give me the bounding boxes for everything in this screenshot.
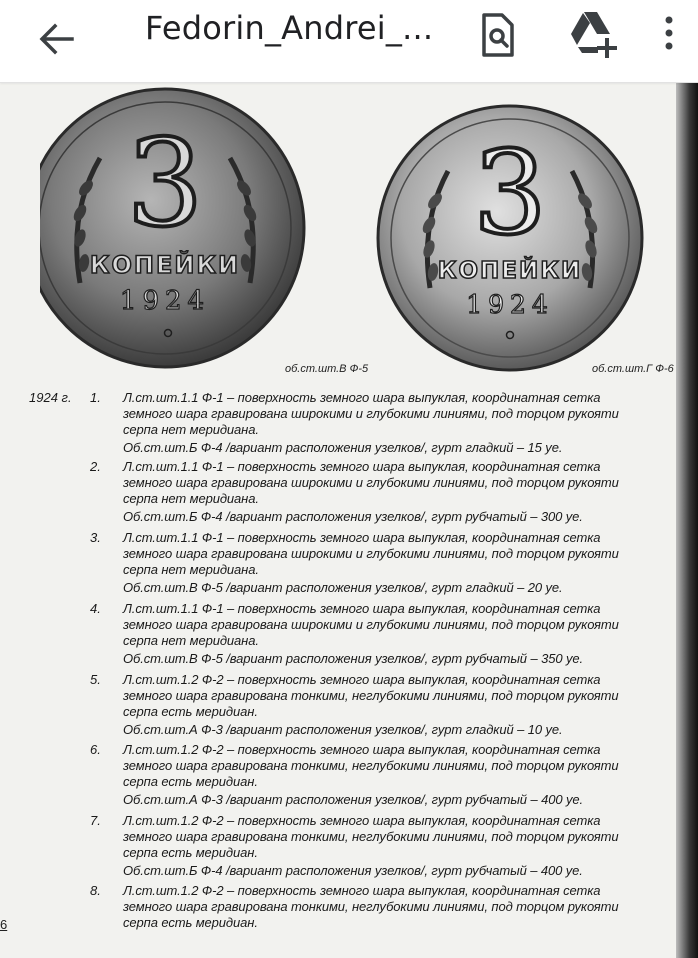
more-vertical-icon bbox=[654, 8, 684, 64]
document-title: Fedorin_Andrei_... bbox=[145, 9, 434, 47]
entry-line: Л.ст.шт.1.1 Ф-1 – поверхность земного шара выпуклая, координатная сетка bbox=[123, 601, 601, 616]
arrow-back-icon bbox=[28, 10, 86, 68]
entry-line: земного шара гравирована широкими и глубокими линиями, под торцом рукояти bbox=[123, 475, 619, 490]
entry-line: Об.ст.шт.В Ф-5 /вариант расположения узелков/, гурт рубчатый – 350 уе. bbox=[123, 651, 584, 666]
add-to-drive-icon bbox=[566, 6, 624, 64]
entry-line: серпа есть меридиан. bbox=[123, 774, 258, 789]
entry-number: 4. bbox=[90, 601, 101, 616]
coin-left-year: 1924 bbox=[119, 286, 211, 316]
entry-line: серпа есть меридиан. bbox=[123, 915, 258, 930]
find-in-page-button[interactable] bbox=[470, 8, 524, 62]
more-options-button[interactable] bbox=[654, 8, 684, 64]
entry-line: серпа нет меридиана. bbox=[123, 422, 259, 437]
entry-line: земного шара гравирована широкими и глубокими линиями, под торцом рукояти bbox=[123, 406, 619, 421]
find-in-page-icon bbox=[470, 8, 524, 62]
coin-left bbox=[40, 89, 304, 367]
entry-line: Об.ст.шт.Б Ф-4 /вариант расположения узелков/, гурт рубчатый – 400 уе. bbox=[123, 863, 583, 878]
entry-line: Л.ст.шт.1.1 Ф-1 – поверхность земного шара выпуклая, координатная сетка bbox=[123, 530, 601, 545]
entry-number: 2. bbox=[90, 459, 101, 474]
entry-line: Л.ст.шт.1.2 Ф-2 – поверхность земного шара выпуклая, координатная сетка bbox=[123, 672, 601, 687]
add-to-drive-button[interactable] bbox=[566, 6, 624, 64]
entry-line: земного шара гравирована тонкими, неглубокими линиями, под торцом рукояти bbox=[123, 829, 619, 844]
entry-line: Л.ст.шт.1.1 Ф-1 – поверхность земного шара выпуклая, координатная сетка bbox=[123, 459, 601, 474]
year-label: 1924 г. bbox=[29, 390, 72, 405]
entry-line: земного шара гравирована широкими и глубокими линиями, под торцом рукояти bbox=[123, 617, 619, 632]
entry-line: Л.ст.шт.1.1 Ф-1 – поверхность земного шара выпуклая, координатная сетка bbox=[123, 390, 601, 405]
coin-left-word: КОПЕЙКИ bbox=[89, 251, 241, 279]
entry-line: Об.ст.шт.В Ф-5 /вариант расположения узелков/, гурт гладкий – 20 уе. bbox=[123, 580, 563, 595]
coin-right-year: 1924 bbox=[466, 290, 554, 319]
entry-line: серпа нет меридиана. bbox=[123, 633, 259, 648]
entry-line: земного шара гравирована тонкими, неглубокими линиями, под торцом рукояти bbox=[123, 688, 619, 703]
back-button[interactable] bbox=[28, 10, 86, 68]
coin-images bbox=[40, 83, 680, 383]
entry-number: 8. bbox=[90, 883, 101, 898]
coin-right-caption: об.ст.шт.Г Ф-6 bbox=[592, 363, 674, 375]
entry-line: Об.ст.шт.А Ф-3 /вариант расположения узелков/, гурт гладкий – 10 уе. bbox=[123, 722, 563, 737]
entry-line: Л.ст.шт.1.2 Ф-2 – поверхность земного шара выпуклая, координатная сетка bbox=[123, 742, 601, 757]
entry-line: Об.ст.шт.Б Ф-4 /вариант расположения узелков/, гурт рубчатый – 300 уе. bbox=[123, 509, 583, 524]
entry-line: Об.ст.шт.А Ф-3 /вариант расположения узелков/, гурт рубчатый – 400 уе. bbox=[123, 792, 584, 807]
entry-number: 3. bbox=[90, 530, 101, 545]
coin-left-caption: об.ст.шт.В Ф-5 bbox=[285, 363, 369, 375]
entry-line: серпа нет меридиана. bbox=[123, 562, 259, 577]
app-bar bbox=[0, 0, 698, 83]
entry-number: 1. bbox=[90, 390, 101, 405]
entry-line: Л.ст.шт.1.2 Ф-2 – поверхность земного шара выпуклая, координатная сетка bbox=[123, 813, 601, 828]
entry-line: земного шара гравирована тонкими, неглубокими линиями, под торцом рукояти bbox=[123, 899, 619, 914]
entry-line: Об.ст.шт.Б Ф-4 /вариант расположения узелков/, гурт гладкий – 15 уе. bbox=[123, 440, 563, 455]
entry-line: земного шара гравирована тонкими, неглубокими линиями, под торцом рукояти bbox=[123, 758, 619, 773]
coin-right-word: КОПЕЙКИ bbox=[437, 258, 583, 284]
entry-line: серпа нет меридиана. bbox=[123, 491, 259, 506]
entry-number: 5. bbox=[90, 672, 101, 687]
entry-line: Л.ст.шт.1.2 Ф-2 – поверхность земного шара выпуклая, координатная сетка bbox=[123, 883, 601, 898]
coin-left-denomination: 3 bbox=[126, 115, 204, 254]
page-number: 6 bbox=[0, 917, 8, 932]
entry-number: 7. bbox=[90, 813, 101, 828]
coin-right-denomination: 3 bbox=[473, 127, 547, 261]
entry-number: 6. bbox=[90, 742, 101, 757]
entry-line: серпа есть меридиан. bbox=[123, 704, 258, 719]
scanned-page[interactable] bbox=[0, 83, 698, 958]
entry-line: серпа есть меридиан. bbox=[123, 845, 258, 860]
entry-line: земного шара гравирована широкими и глубокими линиями, под торцом рукояти bbox=[123, 546, 619, 561]
coin-right bbox=[378, 106, 642, 370]
page-binding-edge bbox=[676, 83, 698, 958]
